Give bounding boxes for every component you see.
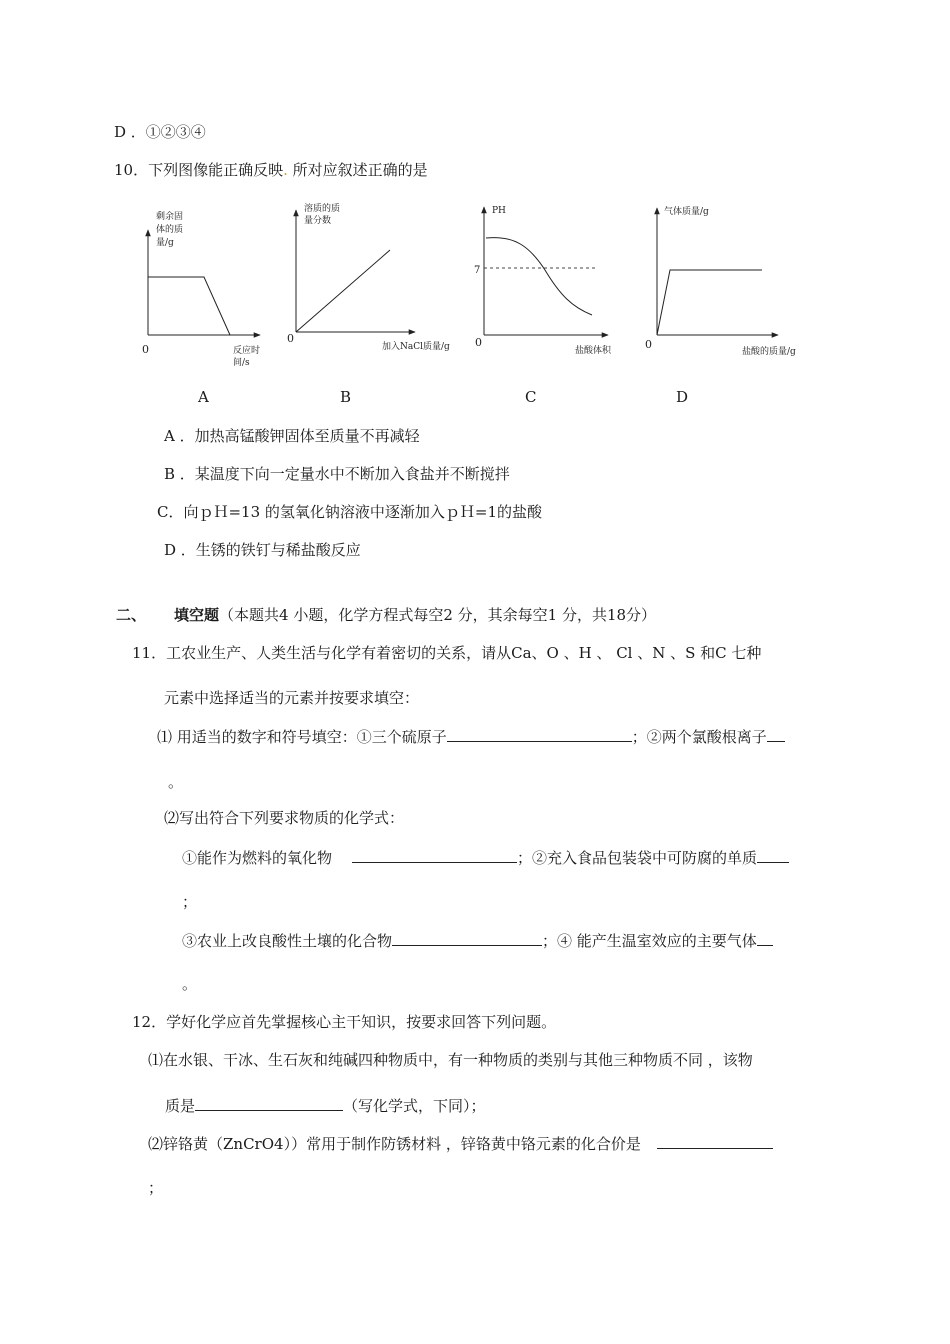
- graph-d-letter: D: [676, 388, 689, 406]
- q11-blank-sulfur-atoms[interactable]: [447, 726, 632, 742]
- q12-stem: 12．学好化学应首先掌握核心主干知识，按要求回答下列问题。: [132, 1013, 557, 1031]
- graph-a-ylabel-3: 量/g: [156, 238, 174, 248]
- graph-a-curve: [148, 277, 230, 335]
- graph-c-ylabel-1: PH: [492, 206, 506, 216]
- q11-part-2-line-2-end: 。: [182, 975, 198, 993]
- graph-b-ylabel-2: 量分数: [304, 216, 332, 226]
- q10-stem-mark: .: [283, 161, 288, 179]
- q10-option-c: C．向ｐＨ=13 的氢氧化钠溶液中逐渐加入ｐＨ=1的盐酸: [157, 503, 543, 521]
- graph-d-xlabel-1: 盐酸的质量/g: [742, 347, 796, 357]
- graph-a-letter: A: [198, 388, 209, 406]
- graph-a-xlabel-1: 反应时: [233, 346, 261, 356]
- q10-stem-text: 10．下列图像能正确反映: [114, 161, 284, 179]
- q10-graphs-svg: [0, 195, 950, 375]
- graph-d-ylabel-1: 气体质量/g: [664, 207, 709, 217]
- q11-blank-chlorate-ions[interactable]: [767, 726, 785, 742]
- q11-stem-line-2: 元素中选择适当的元素并按要求填空：: [164, 689, 420, 707]
- graph-a-ylabel-1: 剩余固: [156, 212, 184, 222]
- q11-part-2-title: ⑵写出符合下列要求物质的化学式：: [164, 809, 405, 827]
- graph-c-xlabel-1: 盐酸体积: [575, 346, 612, 356]
- section-2-header: [116, 605, 656, 625]
- graph-a-xlabel-2: 间/s: [233, 358, 250, 368]
- q11-part-2-prompt-1: ①能作为燃料的氧化物: [182, 849, 333, 867]
- q12-blank-chromium-valence[interactable]: [657, 1133, 773, 1149]
- graph-d: [645, 205, 796, 357]
- q12-part-1-line-1: ⑴在水银、干冰、生石灰和纯碱四种物质中，有一种物质的类别与其他三种物质不同 ，该物: [148, 1051, 753, 1069]
- graph-d-curve: [657, 270, 762, 335]
- q12-part-2-line-1: [148, 1133, 773, 1154]
- q11-blank-fuel-oxide[interactable]: [352, 847, 517, 863]
- graph-a-origin: 0: [142, 343, 149, 356]
- graph-c: [474, 206, 612, 356]
- q12-part-1-prompt-b: （写化学式，下同）；: [343, 1097, 486, 1115]
- q12-part-2-prompt: ⑵锌铬黄（ZnCrO4））常用于制作防锈材料 ，锌铬黄中铬元素的化合价是: [148, 1135, 641, 1153]
- graph-c-curve: [486, 238, 592, 315]
- q11-stem-line-1: 11．工农业生产、人类生活与化学有着密切的关系，请从Ca、O 、H 、 Cl 、N 、S 和C 七种: [132, 644, 762, 662]
- q10-stem: [114, 160, 428, 180]
- graph-b-xlabel-1: 加入NaCl质量/g: [382, 342, 450, 352]
- q12-part-2-end: ；: [148, 1179, 164, 1197]
- graph-d-origin: 0: [645, 338, 652, 351]
- q11-part-2-line-1-end: ；: [182, 893, 198, 911]
- q11-blank-soil-compound[interactable]: [392, 930, 542, 946]
- q11-part-2-line-2: [182, 930, 773, 951]
- q11-part-2-line-1: [182, 847, 789, 868]
- section-2-note: （本题共4 小题，化学方程式每空2 分，其余每空1 分，共18分）: [219, 606, 657, 624]
- graph-c-letter: C: [525, 388, 537, 406]
- q10-option-b: B ．某温度下向一定量水中不断加入食盐并不断搅拌: [164, 465, 510, 483]
- graph-a: [142, 210, 260, 368]
- section-2-title: 填空题: [174, 606, 220, 624]
- q11-blank-preservative-element[interactable]: [757, 847, 789, 863]
- q11-part-2-prompt-3: ③农业上改良酸性土壤的化合物: [182, 932, 393, 950]
- q12-blank-different-substance[interactable]: [195, 1095, 343, 1111]
- graph-c-ref-7: 7: [474, 265, 481, 276]
- graph-b-origin: 0: [287, 332, 294, 345]
- graph-b-ylabel-1: 溶质的质: [304, 204, 341, 214]
- q10-graphs: [0, 195, 950, 375]
- q11-part-1-end: 。: [168, 773, 184, 791]
- q12-part-1-prompt-a: 质是: [165, 1097, 196, 1115]
- q11-part-1-prompt-b: ；②两个氯酸根离子: [631, 728, 767, 746]
- q9-option-d: D ．①②③④: [114, 123, 206, 141]
- q10-option-d: D ．生锈的铁钉与稀盐酸反应: [164, 541, 361, 559]
- q10-option-a: A ．加热高锰酸钾固体至质量不再减轻: [164, 427, 420, 445]
- graph-a-ylabel-2: 体的质: [156, 225, 184, 235]
- q11-part-1-prompt-a: ⑴ 用适当的数字和符号填空：①三个硫原子: [157, 728, 447, 746]
- graph-b: [287, 202, 450, 352]
- q11-part-2-prompt-2: ；②充入食品包装袋中可防腐的单质: [517, 849, 758, 867]
- q11-part-2-prompt-4: ；④ 能产生温室效应的主要气体: [542, 932, 757, 950]
- q12-part-1-line-2: [165, 1095, 486, 1116]
- q11-blank-greenhouse-gas[interactable]: [757, 930, 773, 946]
- graph-c-origin: 0: [475, 336, 482, 349]
- section-2-number: 二、: [116, 606, 147, 624]
- q11-part-1: [157, 726, 785, 747]
- graph-b-curve: [296, 250, 390, 332]
- q10-stem-rest: 所对应叙述正确的是: [287, 161, 428, 179]
- graph-b-letter: B: [340, 388, 352, 406]
